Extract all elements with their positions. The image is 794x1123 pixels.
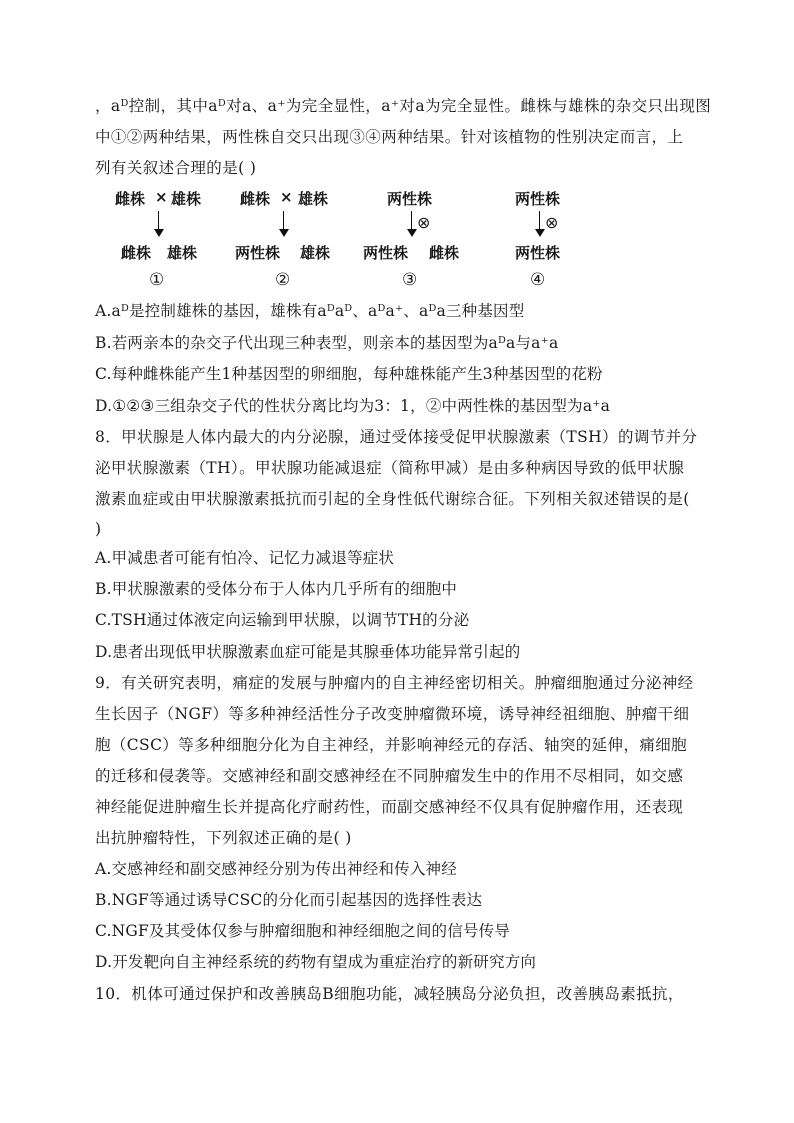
- cross1-child-male: 雄株: [167, 244, 198, 262]
- cross1-arrow: [158, 211, 159, 235]
- cross2-child-bisexual: 两性株: [235, 244, 281, 262]
- cross4-arrow: [539, 211, 540, 235]
- q9-option-a: A.交感神经和副交感神经分别为传出神经和传入神经: [95, 860, 457, 878]
- cross2-number: ②: [275, 270, 291, 290]
- q9-option-c: C.NGF及其受体仅参与肿瘤细胞和神经细胞之间的信号传导: [95, 922, 511, 940]
- q7-stem-line-2: 中①②两种结果，两性株自交只出现③④两种结果。针对该植物的性别决定而言，上: [95, 128, 684, 146]
- q9-stem-line-2: 生长因子（NGF）等多种神经活性分子改变肿瘤微环境，诱导神经祖细胞、肿瘤干细: [95, 705, 690, 723]
- q9-option-b: B.NGF等通过诱导CSC的分化而引起基因的选择性表达: [95, 891, 483, 909]
- cross4-parent: 两性株: [515, 190, 561, 208]
- q7-option-c: C.每种雌株能产生1种基因型的卵细胞，每种雄株能产生3种基因型的花粉: [95, 365, 603, 383]
- q8-stem-line-4: ): [95, 520, 102, 538]
- cross2-child-male: 雄株: [300, 244, 331, 262]
- q8-option-a: A.甲减患者可能有怕冷、记忆力减退等症状: [95, 549, 395, 567]
- q8-option-b: B.甲状腺激素的受体分布于人体内几乎所有的细胞中: [95, 580, 458, 598]
- cross1-parent-female: 雌株: [115, 190, 146, 208]
- cross2-cross-symbol: ×: [280, 188, 293, 206]
- cross3-number: ③: [402, 270, 418, 290]
- cross1-number: ①: [149, 270, 165, 290]
- q9-option-d: D.开发靶向自主神经系统的药物有望成为重症治疗的新研究方向: [95, 953, 537, 971]
- q9-stem-line-5: 神经能促进肿瘤生长并提高化疗耐药性，而副交感神经不仅具有促肿瘤作用，还表现: [95, 798, 684, 816]
- q9-stem-line-4: 的迁移和侵袭等。交感神经和副交感神经在不同肿瘤发生中的作用不尽相同，如交感: [95, 767, 684, 785]
- q8-option-d: D.患者出现低甲状腺激素血症可能是其腺垂体功能异常引起的: [95, 643, 521, 661]
- cross1-cross-symbol: ×: [155, 188, 168, 206]
- q8-stem-line-2: 泌甲状腺激素（TH）。甲状腺功能减退症（简称甲减）是由多种病因导致的低甲状腺: [95, 459, 685, 477]
- cross4-child-bisexual: 两性株: [515, 244, 561, 262]
- cross4-number: ④: [530, 270, 546, 290]
- q9-stem-line-1: 9．有关研究表明，痛症的发展与肿瘤内的自主神经密切相关。肿瘤细胞通过分泌神经: [95, 674, 694, 692]
- cross-diagram: [95, 186, 615, 291]
- q7-option-d: D.①②③三组杂交子代的性状分离比均为3：1，②中两性株的基因型为a⁺a: [95, 397, 611, 415]
- cross2-arrow: [283, 211, 284, 235]
- q7-stem-line-1: ，aᴰ控制，其中aᴰ对a、a⁺为完全显性，a⁺对a为完全显性。雌株与雄株的杂交只出现图: [95, 97, 712, 115]
- self-cross-icon: ⊗: [417, 213, 431, 232]
- cross3-child-bisexual: 两性株: [363, 244, 409, 262]
- cross3-child-female: 雌株: [429, 244, 460, 262]
- q7-option-a: A.aᴰ是控制雄株的基因，雄株有aᴰaᴰ、aᴰa⁺、aᴰa三种基因型: [95, 302, 525, 320]
- cross1-child-female: 雌株: [121, 244, 152, 262]
- self-cross-icon: ⊗: [545, 213, 559, 232]
- cross1-parent-male: 雄株: [171, 190, 202, 208]
- q7-option-b: B.若两亲本的杂交子代出现三种表型，则亲本的基因型为aᴰa与a⁺a: [95, 334, 559, 352]
- cross2-parent-male: 雄株: [298, 190, 329, 208]
- q8-stem-line-1: 8．甲状腺是人体内最大的内分泌腺，通过受体接受促甲状腺激素（TSH）的调节并分: [95, 428, 698, 446]
- q7-stem-line-3: 列有关叙述合理的是( ): [95, 159, 257, 177]
- q10-stem-line-1: 10．机体可通过保护和改善胰岛B细胞功能，减轻胰岛分泌负担，改善胰岛素抵抗，: [95, 985, 684, 1003]
- cross2-parent-female: 雌株: [240, 190, 271, 208]
- q9-stem-line-3: 胞（CSC）等多种细胞分化为自主神经，并影响神经元的存活、轴突的延伸，痛细胞: [95, 736, 688, 754]
- q9-stem-line-6: 出抗肿瘤特性，下列叙述正确的是( ): [95, 829, 352, 847]
- q8-stem-line-3: 激素血症或由甲状腺激素抵抗而引起的全身性低代谢综合征。下列相关叙述错误的是(: [95, 490, 690, 508]
- cross3-parent: 两性株: [387, 190, 433, 208]
- q8-option-c: C.TSH通过体液定向运输到甲状腺，以调节TH的分泌: [95, 611, 470, 629]
- cross3-arrow: [411, 211, 412, 235]
